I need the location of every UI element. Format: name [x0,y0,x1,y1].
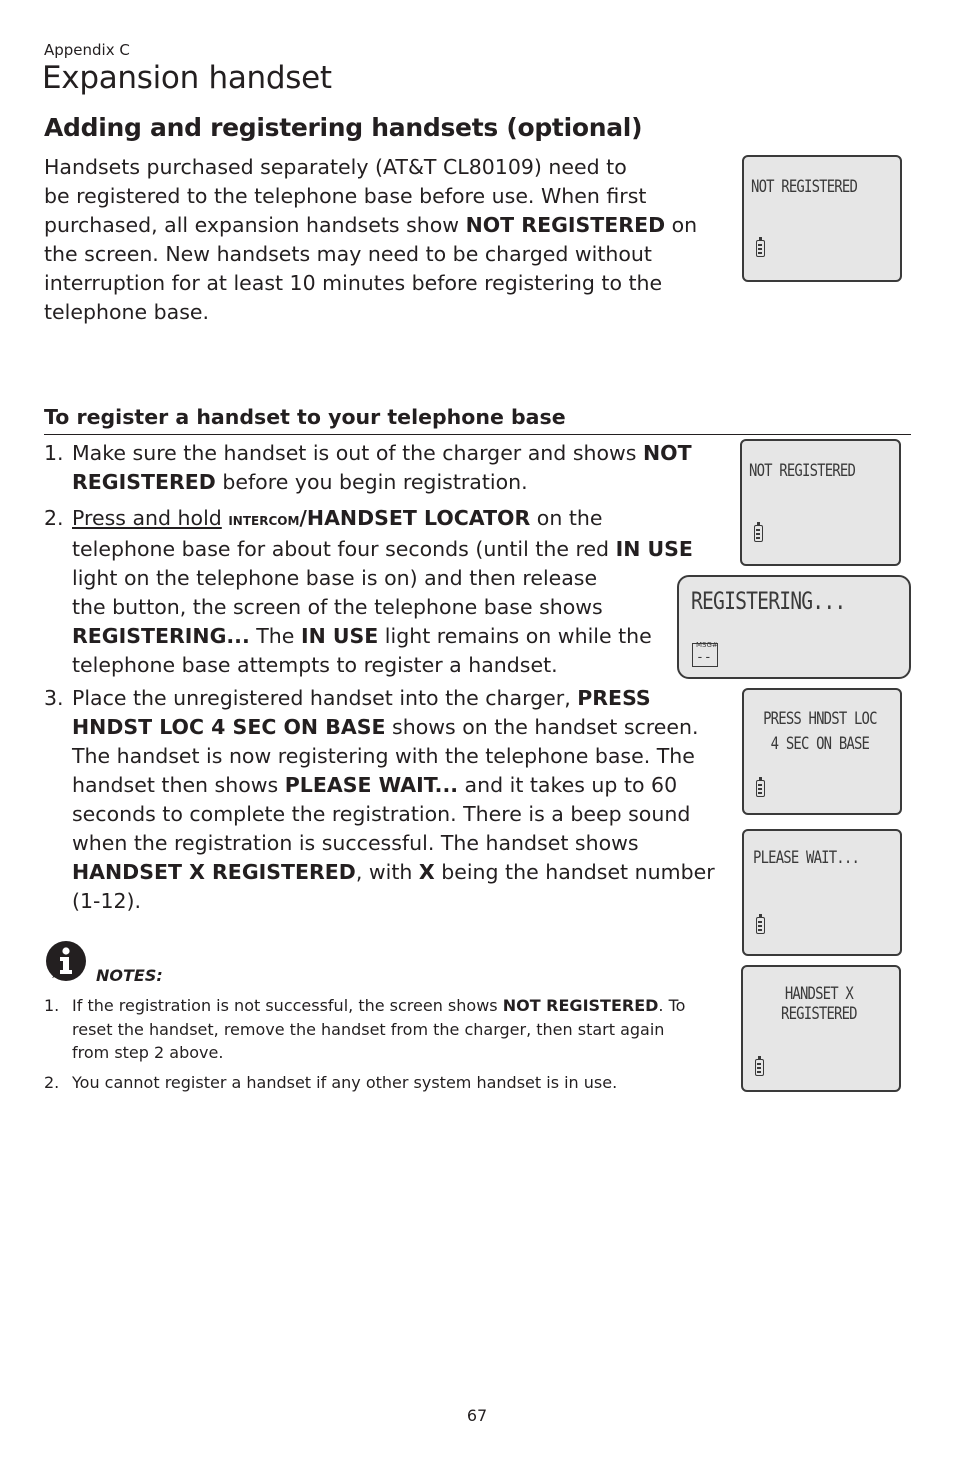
handset-screen-not-registered-2 [740,439,901,566]
note-text: You cannot register a handset if any other system handset is in use. [72,1073,618,1092]
section-heading: Adding and registering handsets (optional) [44,113,643,142]
battery-icon [756,917,765,934]
step-bold: PRESS [577,686,651,710]
key-handset-locator: /HANDSET LOCATOR [299,506,531,530]
step-text: when the registration is successful. The handset shows [72,831,639,855]
handset-screen-not-registered [742,155,902,282]
screen-text: HANDSET X [784,984,853,1004]
note-text: . To [658,996,686,1015]
page-number: 67 [466,1406,488,1425]
step-bold: HANDSET X REGISTERED [72,860,356,884]
notes-label: NOTES: [96,966,163,985]
step-text: The handset is now registering with the telephone base. The [72,744,695,768]
note-text: from step 2 above. [72,1043,224,1062]
handset-screen-please-wait [742,829,902,956]
screen-text: 4 SEC ON BASE [770,734,870,754]
screen-text: NOT REGISTERED [749,461,856,481]
battery-icon [756,780,765,797]
step-text: telephone base attempts to register a handset. [72,653,558,677]
step-number: 2. [44,506,64,530]
battery-icon [754,525,763,542]
appendix-label: Appendix C [44,41,130,59]
page-title: Expansion handset [42,60,332,96]
screen-text: REGISTERING... [691,587,846,615]
step-number: 1. [44,441,64,465]
step-bold: HNDST LOC 4 SEC ON BASE [72,715,386,739]
screen-text: PRESS HNDST LOC [763,709,877,729]
step-text: light remains on while the [378,624,652,648]
note-text: If the registration is not successful, the screen shows [72,996,503,1015]
step-text: light on the telephone base is on) and then release [72,566,598,590]
step-text: the button, the screen of the telephone base shows [72,595,603,619]
step-text: The [249,624,301,648]
intro-paragraph [44,153,734,327]
step-bold: X [418,860,435,884]
step-text: , with [355,860,419,884]
step-bold: REGISTERING... [72,624,250,648]
step-text: (1-12). [72,889,142,913]
intro-line: interruption for at least 10 minutes before registering to the [44,271,663,295]
intro-line: be registered to the telephone base before use. When first [44,184,647,208]
step-bold: PLEASE WAIT... [284,773,459,797]
step-text: on the [530,506,603,530]
step-text: and it takes up to 60 [458,773,678,797]
step-bold: NOT [643,441,692,465]
battery-icon [756,240,765,257]
step-text: seconds to complete the registration. There is a beep sound [72,802,691,826]
intro-text: on [665,213,698,237]
heading-divider [44,434,911,435]
step-underline: Press and hold [72,506,222,530]
intro-text: purchased, all expansion handsets show [44,213,466,237]
intro-line: Handsets purchased separately (AT&T CL80109) need to [44,155,627,179]
intro-bold: NOT REGISTERED [465,213,666,237]
step-bold: IN USE [300,624,379,648]
note-text: reset the handset, remove the handset from the charger, then start again [72,1019,665,1039]
screen-text: PLEASE WAIT... [753,848,860,868]
step-text: Place the unregistered handset into the charger, [72,686,578,710]
battery-icon [755,1059,764,1076]
intro-line: the screen. New handsets may need to be charged without [44,242,652,266]
step-text: handset then shows [72,773,285,797]
handset-screen-press-hndst-loc [742,688,902,815]
screen-text: REGISTERED [781,1004,857,1024]
note-bold: NOT REGISTERED [502,996,659,1015]
base-screen-registering [677,575,911,679]
procedure-heading: To register a handset to your telephone base [44,405,566,429]
step-bold: REGISTERED [72,470,216,494]
key-intercom: intercom [228,510,300,530]
msg-count: -- [696,650,712,665]
step-text: telephone base for about four seconds (until the red [72,537,616,561]
msg-label: MSG# [696,641,718,649]
note-number: 2. [44,1073,60,1092]
step-text: before you begin registration. [215,470,528,494]
step-text: shows on the handset screen. [385,715,699,739]
handset-screen-handset-registered [741,965,901,1092]
step-bold: IN USE [615,537,693,561]
intro-line: telephone base. [44,300,210,324]
step-text: being the handset number [434,860,715,884]
step-text: Make sure the handset is out of the charger and shows [72,441,644,465]
screen-text: NOT REGISTERED [751,177,858,197]
step-number: 3. [44,686,64,710]
note-number: 1. [44,996,60,1015]
info-icon [44,940,88,984]
